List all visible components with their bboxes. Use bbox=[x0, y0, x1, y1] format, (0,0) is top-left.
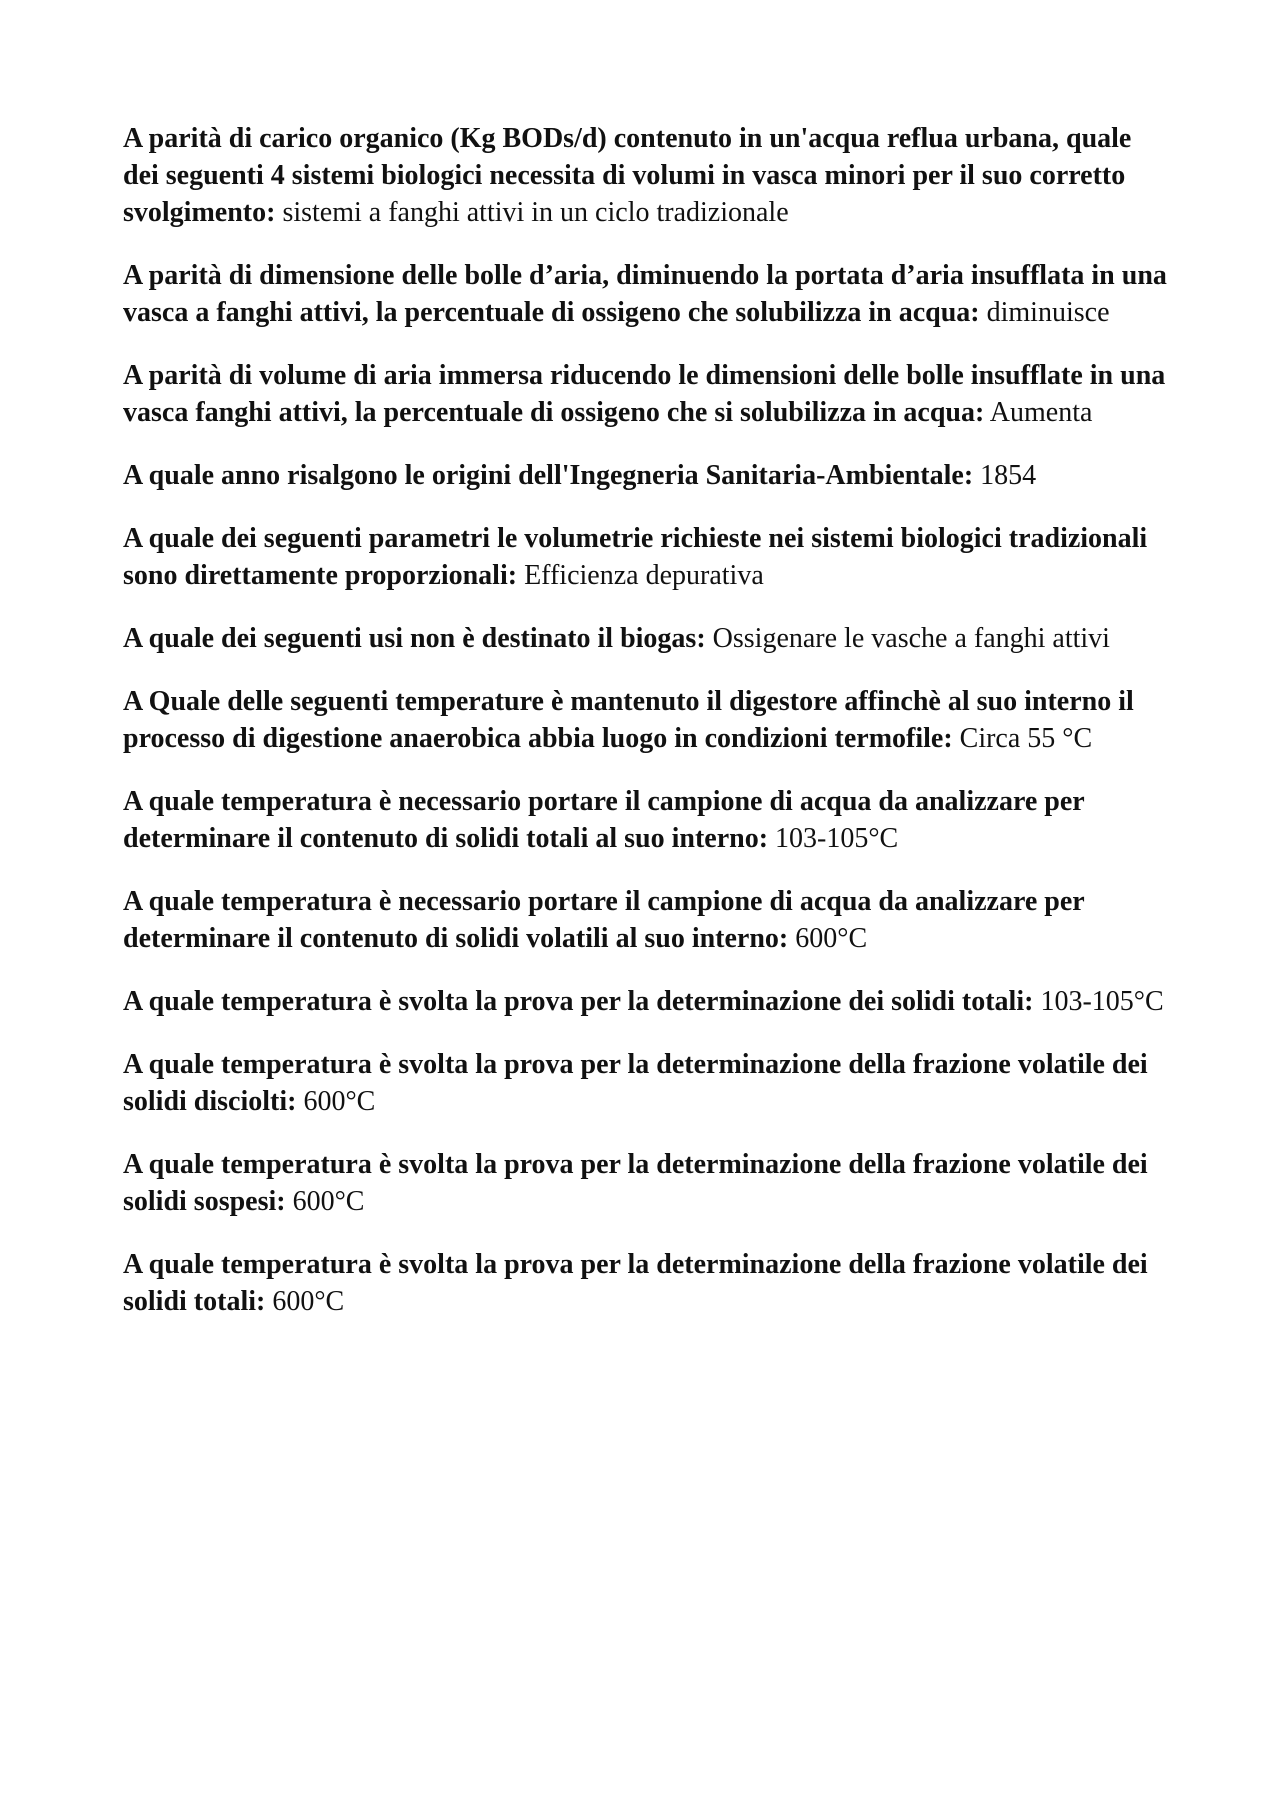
question-text: A quale temperatura è necessario portare il campione di acqua da analizzare per determinare il contenuto di solidi volatili al suo interno: bbox=[123, 886, 1085, 954]
document-page bbox=[123, 120, 1173, 1346]
qa-item bbox=[123, 783, 1173, 857]
answer-text: 600°C bbox=[292, 1186, 365, 1217]
answer-text: Aumenta bbox=[989, 397, 1093, 428]
question-text: A quale temperatura è necessario portare il campione di acqua da analizzare per determinare il contenuto di solidi totali al suo interno: bbox=[123, 786, 1085, 854]
qa-item bbox=[123, 457, 1173, 494]
answer-text: 600°C bbox=[303, 1086, 376, 1117]
qa-item bbox=[123, 257, 1173, 331]
question-text: A quale temperatura è svolta la prova per la determinazione della frazione volatile dei solidi sospesi: bbox=[123, 1149, 1148, 1217]
answer-text: 103-105°C bbox=[775, 823, 899, 854]
answer-text: 600°C bbox=[272, 1286, 345, 1317]
qa-item bbox=[123, 983, 1173, 1020]
question-text: A Quale delle seguenti temperature è mantenuto il digestore affinchè al suo interno il processo di digestione anaerobica abbia luogo in condizioni termofile: bbox=[123, 686, 1134, 754]
question-text: A parità di volume di aria immersa riducendo le dimensioni delle bolle insufflate in una vasca fanghi attivi, la percentuale di ossigeno che si solubilizza in acqua: bbox=[123, 360, 1166, 428]
question-text: A parità di dimensione delle bolle d’aria, diminuendo la portata d’aria insufflata in una vasca a fanghi attivi, la percentuale di ossigeno che solubilizza in acqua: bbox=[123, 260, 1167, 328]
qa-item bbox=[123, 120, 1173, 231]
answer-text: diminuisce bbox=[986, 297, 1110, 328]
answer-text: Ossigenare le vasche a fanghi attivi bbox=[712, 623, 1110, 654]
answer-text: Circa 55 °C bbox=[959, 723, 1093, 754]
answer-text: Efficienza depurativa bbox=[524, 560, 764, 591]
qa-item bbox=[123, 1246, 1173, 1320]
answer-text: 600°C bbox=[795, 923, 868, 954]
qa-item bbox=[123, 883, 1173, 957]
question-text: A quale temperatura è svolta la prova per la determinazione della frazione volatile dei solidi disciolti: bbox=[123, 1049, 1148, 1117]
qa-item bbox=[123, 1046, 1173, 1120]
qa-item bbox=[123, 357, 1173, 431]
qa-item bbox=[123, 683, 1173, 757]
answer-text: 103-105°C bbox=[1040, 986, 1164, 1017]
qa-item bbox=[123, 620, 1173, 657]
answer-text: sistemi a fanghi attivi in un ciclo tradizionale bbox=[282, 197, 789, 228]
qa-item bbox=[123, 520, 1173, 594]
question-text: A quale dei seguenti parametri le volumetrie richieste nei sistemi biologici tradizionali sono direttamente proporzionali: bbox=[123, 523, 1148, 591]
answer-text: 1854 bbox=[980, 460, 1037, 491]
question-text: A quale temperatura è svolta la prova per la determinazione dei solidi totali: bbox=[123, 986, 1034, 1017]
question-text: A quale anno risalgono le origini dell'Ingegneria Sanitaria-Ambientale: bbox=[123, 460, 974, 491]
question-text: A parità di carico organico (Kg BODs/d) contenuto in un'acqua reflua urbana, quale dei seguenti 4 sistemi biologici necessita di volumi in vasca minori per il suo corretto svolgimento: bbox=[123, 123, 1132, 228]
qa-item bbox=[123, 1146, 1173, 1220]
question-text: A quale temperatura è svolta la prova per la determinazione della frazione volatile dei solidi totali: bbox=[123, 1249, 1148, 1317]
question-text: A quale dei seguenti usi non è destinato il biogas: bbox=[123, 623, 706, 654]
